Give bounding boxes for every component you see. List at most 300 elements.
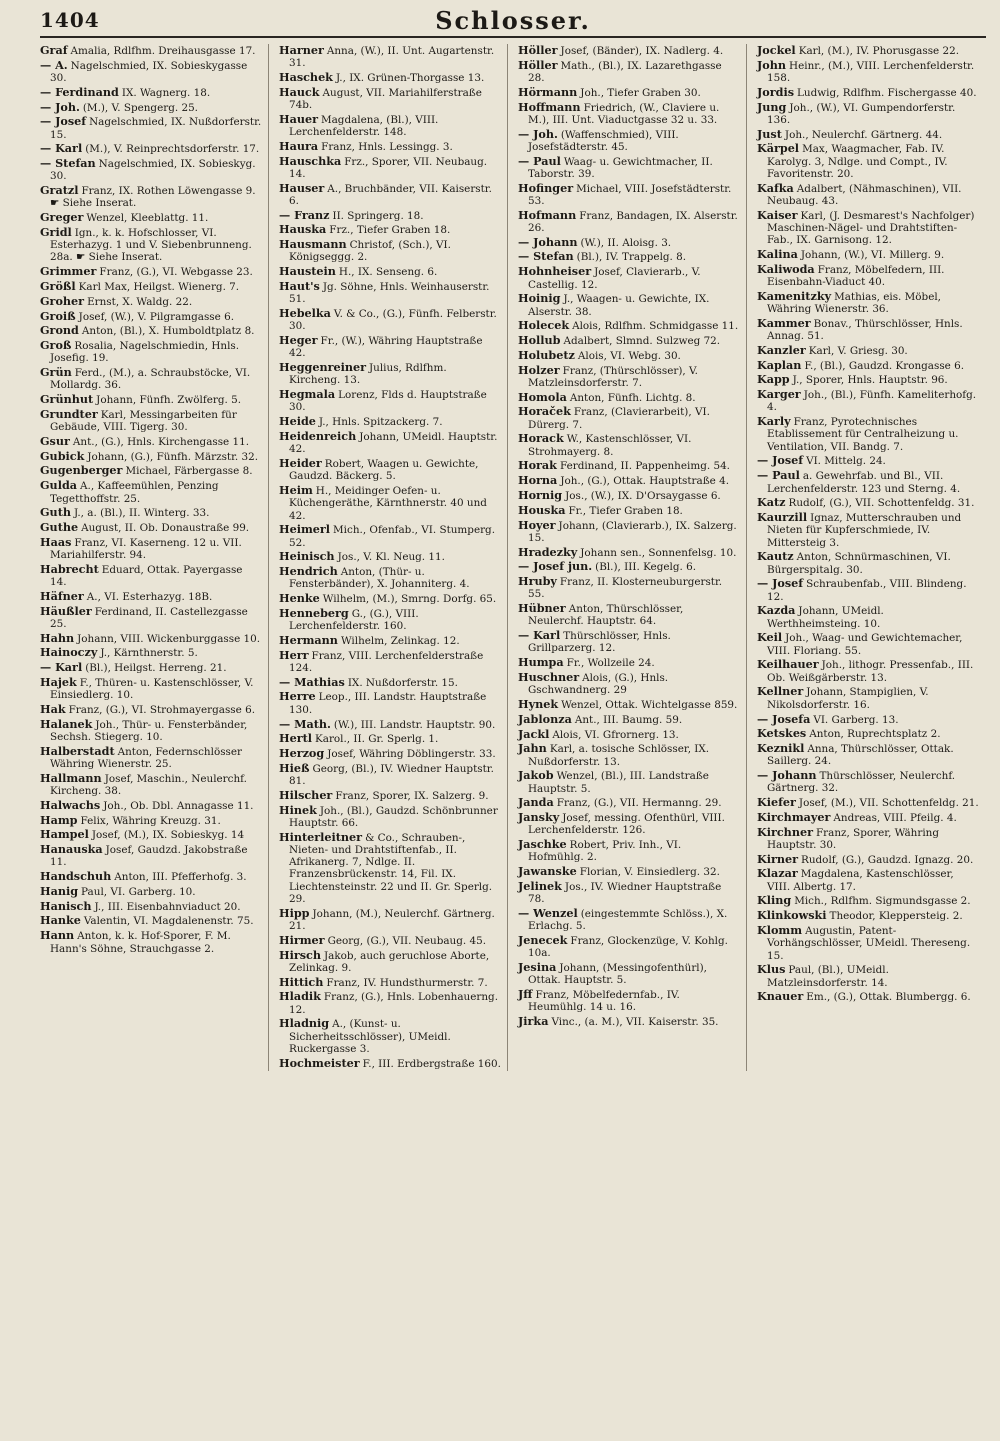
directory-column-1 [40, 44, 269, 1071]
directory-entry [518, 155, 740, 181]
entry-name: Jahn [518, 741, 547, 756]
entry-details: Mathias, eis. Möbel, Währing Wienerstr. 36. [767, 290, 941, 316]
entry-name: — Joh. [40, 99, 80, 114]
entry-name: Greger [40, 210, 84, 225]
directory-entry [518, 489, 740, 502]
entry-name: Klus [757, 962, 786, 977]
directory-entry [518, 698, 740, 711]
entry-name: — Johann [518, 234, 578, 249]
directory-entry [518, 432, 740, 458]
directory-entry [279, 831, 501, 906]
entry-details: Nagelschmied, IX. Sobieskygasse 30. [50, 59, 248, 85]
entry-details: Johann, (Messingofenthürl), Ottak. Hauptstr. 5. [528, 962, 707, 987]
entry-details: Nagelschmied, IX. Nußdorferstr. 15. [50, 116, 262, 141]
directory-entry [40, 479, 262, 505]
entry-details: Anton, Federnschlösser Währing Wienerstr. 25. [50, 745, 242, 771]
entry-name: Halanek [40, 716, 93, 731]
entry-details: (eingestemmte Schlöss.), X. Erlachg. 5. [528, 907, 728, 933]
entry-details: Rosalia, Nagelschmiedin, Hnls. Josefig. 19. [50, 340, 240, 365]
entry-name: Holubetz [518, 347, 575, 362]
entry-details: Schraubenfab., VIII. Blindeng. 12. [767, 578, 967, 603]
entry-name: Hornig [518, 488, 563, 502]
entry-details: Anton, k. k. Hof-Sporer, F. M. Hann's Söhne, Strauchgasse 2. [50, 930, 231, 955]
entry-name: Kautz [757, 549, 794, 564]
directory-entry [279, 592, 501, 605]
entry-details: Franz, VI. Kaserneng. 12 u. VII. Mariahilferstr. 94. [50, 536, 242, 562]
directory-entry [518, 128, 740, 154]
entry-name: Hauer [279, 111, 318, 126]
entry-name: Heim [279, 483, 313, 497]
entry-details: Franz, (Thürschlösser), V. Matzleinsdorferstr. 7. [528, 364, 698, 389]
directory-entry [518, 334, 740, 347]
directory-entry [279, 676, 501, 689]
directory-entry [279, 789, 501, 802]
directory-entry [279, 747, 501, 760]
entry-details: J., Sporer, Hnls. Hauptstr. 96. [792, 374, 948, 387]
entry-name: Jff [518, 987, 533, 1002]
directory-entry [757, 142, 980, 180]
entry-name: Kazda [757, 603, 796, 618]
entry-name: Hochmeister [279, 1055, 360, 1070]
entry-name: Hoffmann [518, 99, 581, 114]
entry-name: Jawanske [518, 864, 577, 879]
entry-name: Kaurzill [757, 510, 808, 525]
entry-details: J., Waagen- u. Gewichte, IX. Alserstr. 38. [528, 293, 710, 318]
directory-entry [40, 814, 262, 827]
entry-details: Wenzel, (Bl.), III. Landstraße Hauptstr. 5. [528, 770, 709, 795]
entry-details: (W.), III. Landstr. Hauptstr. 90. [333, 718, 496, 731]
directory-entry [518, 459, 740, 472]
directory-entry [518, 629, 740, 655]
directory-column-3 [518, 44, 747, 1071]
entry-details: Bonav., Thürschlösser, Hnls. Annag. 51. [767, 317, 963, 343]
entry-name: Hübner [518, 601, 566, 616]
entry-details: Wenzel, Kleeblattg. 11. [86, 212, 209, 225]
entry-name: — Stefan [40, 156, 96, 171]
directory-entry [518, 504, 740, 517]
directory-entry [40, 799, 262, 812]
entry-details: Joh., (Bl.), Fünfh. Kameliterhofg. 4. [767, 389, 977, 414]
entry-details: Georg, (G.), VII. Neubaug. 45. [327, 934, 487, 947]
entry-details: W., Kastenschlösser, VI. Strohmayerg. 8. [528, 433, 692, 458]
entry-name: Hamp [40, 812, 78, 827]
entry-name: — Wenzel [518, 905, 578, 920]
entry-details: Joh., (G.), Ottak. Hauptstraße 4. [560, 475, 729, 488]
directory-entry [518, 182, 740, 208]
entry-details: Julius, Rdlfhm. Kircheng. 13. [289, 362, 447, 387]
entry-name: Hynek [518, 696, 559, 711]
directory-entry [518, 101, 740, 127]
directory-entry [279, 361, 501, 387]
entry-details: Thürschlösser, Neulerchf. Gärtnerg. 32. [767, 770, 956, 795]
entry-details: Ferd., (M.), a. Schraubstöcke, VI. Mollardg. 36. [50, 367, 251, 392]
directory-entry [518, 880, 740, 906]
entry-name: Knauer [757, 989, 804, 1004]
directory-entry [757, 742, 980, 768]
entry-name: Größl [40, 279, 76, 294]
directory-entry [40, 101, 262, 114]
directory-entry [518, 934, 740, 960]
entry-details: Mich., Rdlfhm. Sigmundsgasse 2. [794, 895, 971, 908]
entry-details: Fr., Tiefer Graben 18. [568, 504, 683, 517]
entry-name: Gubick [40, 448, 85, 463]
directory-entry [757, 263, 980, 289]
entry-name: Kalina [757, 246, 798, 261]
directory-column-2 [279, 44, 508, 1071]
entry-name: — Paul [518, 153, 561, 168]
entry-name: Keil [757, 630, 783, 645]
entry-details: Heinr., (M.), VIII. Lerchenfelderstr. 158. [767, 59, 975, 85]
entry-details: (Waffenschmied), VIII. Josefstädterstr. 45. [528, 128, 679, 153]
directory-entry [40, 435, 262, 448]
entry-details: Joh., (Bl.), Gaudzd. Schönbrunner Hauptstr. 66. [289, 804, 498, 829]
directory-entry [757, 373, 980, 386]
entry-details: Joh., Waag- und Gewichtemacher, VIII. Floriang. 55. [767, 632, 963, 657]
entry-details: Franz, (G.), VI. Webgasse 23. [99, 266, 253, 279]
entry-name: Häfner [40, 588, 84, 603]
entry-details: Josef, messing. Ofenthürl, VIII. Lerchenfelderstr. 126. [528, 812, 725, 837]
directory-entry [518, 671, 740, 697]
directory-entry [757, 454, 980, 467]
entry-name: — Paul [757, 468, 800, 483]
entry-name: Hanisch [40, 898, 92, 913]
entry-name: Kaiser [757, 207, 798, 222]
entry-name: Ketskes [757, 726, 807, 741]
directory-entry [279, 113, 501, 139]
entry-name: Horna [518, 473, 558, 488]
directory-entry [757, 359, 980, 372]
entry-name: Humpa [518, 655, 564, 670]
directory-entry [40, 280, 262, 293]
entry-details: Ant., III. Baumg. 59. [574, 713, 683, 726]
entry-name: Haschek [279, 70, 333, 85]
directory-entry [757, 344, 980, 357]
directory-entry [757, 963, 980, 989]
entry-details: August, II. Ob. Donaustraße 99. [81, 522, 250, 535]
entry-details: Ant., (G.), Hnls. Kirchengasse 11. [72, 435, 250, 448]
entry-name: Haut's [279, 279, 320, 294]
directory-entry [757, 248, 980, 261]
entry-details: Joh., (W.), VI. Gumpendorferstr. 136. [767, 101, 956, 126]
directory-entry [757, 86, 980, 99]
entry-name: Jockel [757, 43, 796, 57]
entry-name: Heimerl [279, 522, 331, 537]
entry-details: V. & Co., (G.), Fünfh. Felberstr. 30. [289, 308, 497, 333]
entry-details: A., (Kunst- u. Sicherheitsschlösser), UMeidl. Ruckergasse 3. [289, 1018, 451, 1055]
directory-entry [279, 607, 501, 633]
directory-entry [757, 867, 980, 893]
entry-details: J., Kärnthnerstr. 5. [100, 647, 198, 660]
entry-details: a. Gewehrfab. und Bl., VII. Lerchenfelderstr. 123 und Sterng. 4. [767, 470, 961, 495]
entry-details: Franz, (Clavierarbeit), VI. Dürerg. 7. [528, 406, 710, 431]
entry-details: Franz, Hnls. Lessingg. 3. [321, 140, 453, 153]
entry-name: Kiefer [757, 795, 796, 810]
entry-details: Franz, Pyrotechnisches Etablissement für Centralheizung u. Ventilation, VII. Bandg. 7. [767, 416, 959, 453]
entry-details: Karl Max, Heilgst. Wienerg. 7. [78, 281, 240, 294]
entry-details: Ernst, X. Waldg. 22. [87, 295, 193, 308]
directory-entry [279, 484, 501, 522]
entry-name: Hann [40, 928, 75, 943]
entry-details: Josef, Maschin., Neulerchf. Kircheng. 38. [50, 772, 247, 798]
entry-name: Herzog [279, 746, 325, 761]
directory-entry [279, 976, 501, 989]
entry-name: Heide [279, 414, 316, 429]
directory-entry [279, 649, 501, 675]
entry-details: Franz, VIII. Lerchenfelderstraße 124. [289, 649, 484, 674]
entry-name: Horak [518, 458, 557, 473]
entry-details: Math., (Bl.), IX. Lazarethgasse 28. [528, 59, 722, 85]
entry-details: Franz, II. Klosterneuburgerstr. 55. [528, 576, 723, 601]
directory-entry [40, 59, 262, 85]
directory-entry [518, 811, 740, 837]
directory-entry [279, 565, 501, 591]
entry-name: Gulda [40, 478, 78, 493]
entry-name: Grün [40, 365, 72, 380]
directory-entry [279, 86, 501, 112]
directory-entry [518, 546, 740, 559]
entry-name: Karger [757, 387, 801, 402]
entry-details: Ferdinand, II. Castellezgasse 25. [50, 605, 248, 630]
entry-details: Anton, (Thür- u. Fensterbänder), X. Johanniterg. 4. [289, 566, 470, 591]
entry-name: Hinek [279, 802, 317, 817]
entry-name: Hollub [518, 333, 561, 348]
directory-entry [757, 826, 980, 852]
directory-entry [279, 430, 501, 456]
entry-name: — A. [40, 57, 68, 72]
entry-name: Hirmer [279, 932, 325, 947]
entry-details: Max, Waagmacher, Fab. IV. Karolyg. 3, Ndlge. und Compt., IV. Favoritenstr. 20. [767, 143, 948, 180]
directory-entry [40, 718, 262, 744]
directory-entry [40, 142, 262, 155]
entry-name: Graf [40, 43, 68, 57]
directory-entry [518, 713, 740, 726]
directory-entry [40, 450, 262, 463]
entry-details: Johann, (G.), Fünfh. Märzstr. 32. [87, 450, 259, 463]
entry-name: Just [757, 126, 782, 141]
entry-details: Joh., Ob. Dbl. Annagasse 11. [103, 799, 254, 812]
directory-entry [279, 949, 501, 975]
entry-details: Josef, (W.), V. Pilgramgasse 6. [78, 310, 235, 323]
directory-entry [518, 519, 740, 545]
entry-details: (Bl.), IV. Trappelg. 8. [576, 251, 687, 264]
entry-details: Franz, Glockenzüge, V. Kohlg. 10a. [528, 935, 728, 960]
directory-entry [518, 838, 740, 864]
directory-entry [40, 86, 262, 99]
entry-details: Alois, VI. Gfrornerg. 13. [552, 728, 679, 741]
directory-entry [757, 796, 980, 809]
entry-name: — Josef [40, 114, 87, 129]
entry-name: Gsur [40, 433, 70, 448]
directory-entry [279, 907, 501, 933]
entry-details: Josef, Clavierarb., V. Castellig. 12. [528, 266, 701, 291]
entry-details: Jg. Söhne, Hnls. Weinhauserstr. 51. [289, 281, 490, 306]
directory-entry [518, 602, 740, 628]
entry-name: Häußler [40, 603, 92, 618]
directory-entry [757, 182, 980, 208]
directory-entry [40, 605, 262, 631]
entry-details: II. Springerg. 18. [332, 209, 424, 222]
entry-name: Hanauska [40, 842, 103, 857]
directory-entry [757, 59, 980, 85]
entry-details: Franz, IX. Rothen Löwengasse 9. ☛ Siehe Inserat. [50, 185, 256, 210]
entry-name: Guthe [40, 520, 79, 535]
directory-entry [279, 732, 501, 745]
page-header [40, 6, 986, 38]
entry-details: Franz, Möbelfedernfab., IV. Heumühlg. 14 u. 16. [528, 989, 680, 1014]
directory-entry [757, 415, 980, 453]
entry-details: Josef, (Bänder), IX. Nadlerg. 4. [560, 45, 724, 57]
directory-entry [757, 290, 980, 316]
entry-name: Heinisch [279, 549, 335, 564]
directory-entry [40, 772, 262, 798]
entry-details: Frz., Sporer, VII. Neubaug. 14. [289, 155, 488, 180]
directory-entry [518, 560, 740, 573]
entry-name: Hajek [40, 674, 77, 689]
directory-entry [279, 1017, 501, 1055]
directory-entry [279, 238, 501, 264]
entry-details: IX. Wagnerg. 18. [121, 86, 211, 99]
entry-name: — Joh. [518, 126, 558, 141]
directory-entry [518, 742, 740, 768]
entry-details: Johann, UMeidl. Werthheimsteing. 10. [767, 605, 884, 630]
entry-details: J., IX. Grünen-Thorgasse 13. [335, 72, 485, 85]
entry-name: Kellner [757, 684, 804, 699]
entry-name: Jelinek [518, 878, 562, 893]
entry-details: Joh., Thür- u. Fensterbänder, Sechsh. Stiegerg. 10. [50, 718, 248, 744]
entry-name: Jenecek [518, 933, 568, 947]
entry-name: Henneberg [279, 605, 349, 620]
entry-name: Groiß [40, 308, 76, 323]
directory-entry [279, 718, 501, 731]
entry-details: Karol., II. Gr. Sperlg. 1. [315, 733, 439, 746]
directory-entry [279, 223, 501, 236]
entry-details: Waag- u. Gewichtmacher, II. Taborstr. 39. [528, 155, 713, 180]
entry-name: Hauck [279, 84, 320, 99]
directory-entry [518, 44, 740, 57]
entry-details: Andreas, VIII. Pfeilg. 4. [833, 811, 957, 824]
entry-name: Hahn [40, 630, 75, 645]
entry-name: Jansky [518, 810, 560, 825]
directory-entry [757, 769, 980, 795]
entry-name: Heggenreiner [279, 360, 366, 375]
entry-details: Joh., lithogr. Pressenfab., III. Ob. Weißgärberstr. 13. [767, 659, 974, 684]
entry-details: Wilhelm, (M.), Smrng. Dorfg. 65. [322, 593, 497, 606]
entry-details: A., Bruchbänder, VII. Kaiserstr. 6. [289, 182, 492, 207]
directory-entry [279, 415, 501, 428]
entry-details: Robert, Waagen u. Gewichte, Gaudzd. Bäckerg. 5. [289, 457, 479, 483]
entry-name: Kamenitzky [757, 288, 832, 303]
entry-details: Johann, Stampiglien, V. Nikolsdorferstr. 16. [767, 686, 929, 711]
entry-name: Keznikl [757, 741, 805, 756]
entry-name: — Josef jun. [518, 559, 593, 574]
entry-details: Rudolf, (G.), VII. Schottenfeldg. 31. [788, 497, 975, 510]
entry-name: Hofmann [518, 207, 577, 222]
entry-name: Hoinig [518, 291, 561, 306]
entry-details: Franz, (G.), Hnls. Lobenhauerng. 12. [289, 991, 498, 1016]
entry-name: Hinterleitner [279, 829, 363, 844]
directory-entry [279, 44, 501, 70]
entry-name: Hak [40, 701, 66, 716]
entry-name: Homola [518, 389, 567, 404]
entry-details: Josef, (M.), VII. Schottenfeldg. 21. [798, 797, 979, 810]
entry-name: Grundter [40, 406, 98, 421]
entry-name: — Math. [279, 716, 331, 731]
directory-entry [757, 577, 980, 603]
entry-name: Höller [518, 43, 558, 57]
entry-name: Jackl [518, 726, 550, 741]
directory-entry [40, 929, 262, 955]
entry-name: Hohnheiser [518, 264, 592, 279]
directory-entry [279, 140, 501, 153]
entry-name: Höller [518, 57, 558, 72]
entry-name: Kaplan [757, 357, 802, 372]
directory-entry [40, 211, 262, 224]
entry-name: Hanig [40, 883, 79, 898]
entry-name: Kanzler [757, 342, 806, 357]
entry-name: Klomm [757, 923, 803, 937]
entry-details: VI. Mittelg. 24. [806, 455, 886, 468]
entry-name: Habrecht [40, 561, 99, 576]
entry-name: Grünhut [40, 392, 94, 407]
directory-entry [518, 728, 740, 741]
entry-name: Henke [279, 591, 320, 606]
entry-name: Hermann [279, 632, 338, 647]
directory-entry [518, 236, 740, 249]
entry-name: Hegmala [279, 387, 336, 402]
entry-name: Herre [279, 689, 316, 704]
directory-entry [518, 349, 740, 362]
directory-entry [279, 550, 501, 563]
entry-details: Franz, Bandagen, IX. Alserstr. 26. [528, 209, 738, 234]
directory-entry [40, 590, 262, 603]
entry-details: IX. Nußdorferstr. 15. [347, 676, 458, 689]
entry-details: Alois, (G.), Hnls. Gschwandnerg. 29 [528, 671, 669, 697]
entry-name: Jordis [757, 84, 795, 99]
entry-name: — Karl [40, 660, 83, 675]
directory-entry [518, 988, 740, 1014]
entry-details: A., Kaffeemühlen, Penzing Tegetthoffstr. 25. [50, 480, 219, 505]
entry-name: Kling [757, 893, 792, 908]
entry-details: Frz., Tiefer Graben 18. [329, 224, 451, 237]
entry-details: Joh., Tiefer Graben 30. [580, 86, 701, 99]
entry-name: Katz [757, 495, 786, 510]
entry-name: Groher [40, 293, 85, 308]
directory-entry [757, 550, 980, 576]
entry-name: — Karl [518, 628, 561, 643]
directory-entry [518, 961, 740, 987]
entry-details: Josef, Gaudzd. Jakobstraße 11. [50, 844, 248, 869]
entry-details: Johann, (W.), VI. Millerg. 9. [800, 248, 945, 261]
entry-name: Harner [279, 43, 324, 57]
entry-details: Vinc., (a. M.), VII. Kaiserstr. 35. [551, 1016, 719, 1029]
directory-entry [518, 391, 740, 404]
entry-details: Magdalena, (Bl.), VIII. Lerchenfelderstr. 148. [289, 113, 439, 139]
entry-details: Karl, a. tosische Schlösser, IX. Nußdorferstr. 13. [528, 743, 710, 768]
directory-entry [279, 209, 501, 222]
entry-details: & Co., Schrauben-, Nieten- und Drahtstiftenfab., II. Afrikanerg. 7, Ndlge. II. Franzensbrückenstr. 14, Fil. IX. Liechtensteinstr. 22 und II. Gr. Sperlg. 29. [289, 831, 493, 905]
entry-details: Anton, Fünfh. Lichtg. 8. [569, 391, 696, 404]
entry-name: Hruby [518, 574, 557, 589]
entry-details: Nagelschmied, IX. Sobieskyg. 30. [50, 158, 256, 183]
entry-details: F., III. Erdbergstraße 160. [362, 1057, 501, 1070]
entry-name: Hanke [40, 913, 81, 928]
entry-details: Anna, Thürschlösser, Ottak. Saillerg. 24. [767, 743, 954, 768]
entry-name: Halberstadt [40, 743, 115, 758]
directory-column-4 [757, 44, 986, 1071]
entry-name: — Karl [40, 141, 83, 156]
entry-details: Robert, Priv. Inh., VI. Hofmühlg. 2. [528, 839, 682, 864]
directory-entry [518, 319, 740, 332]
